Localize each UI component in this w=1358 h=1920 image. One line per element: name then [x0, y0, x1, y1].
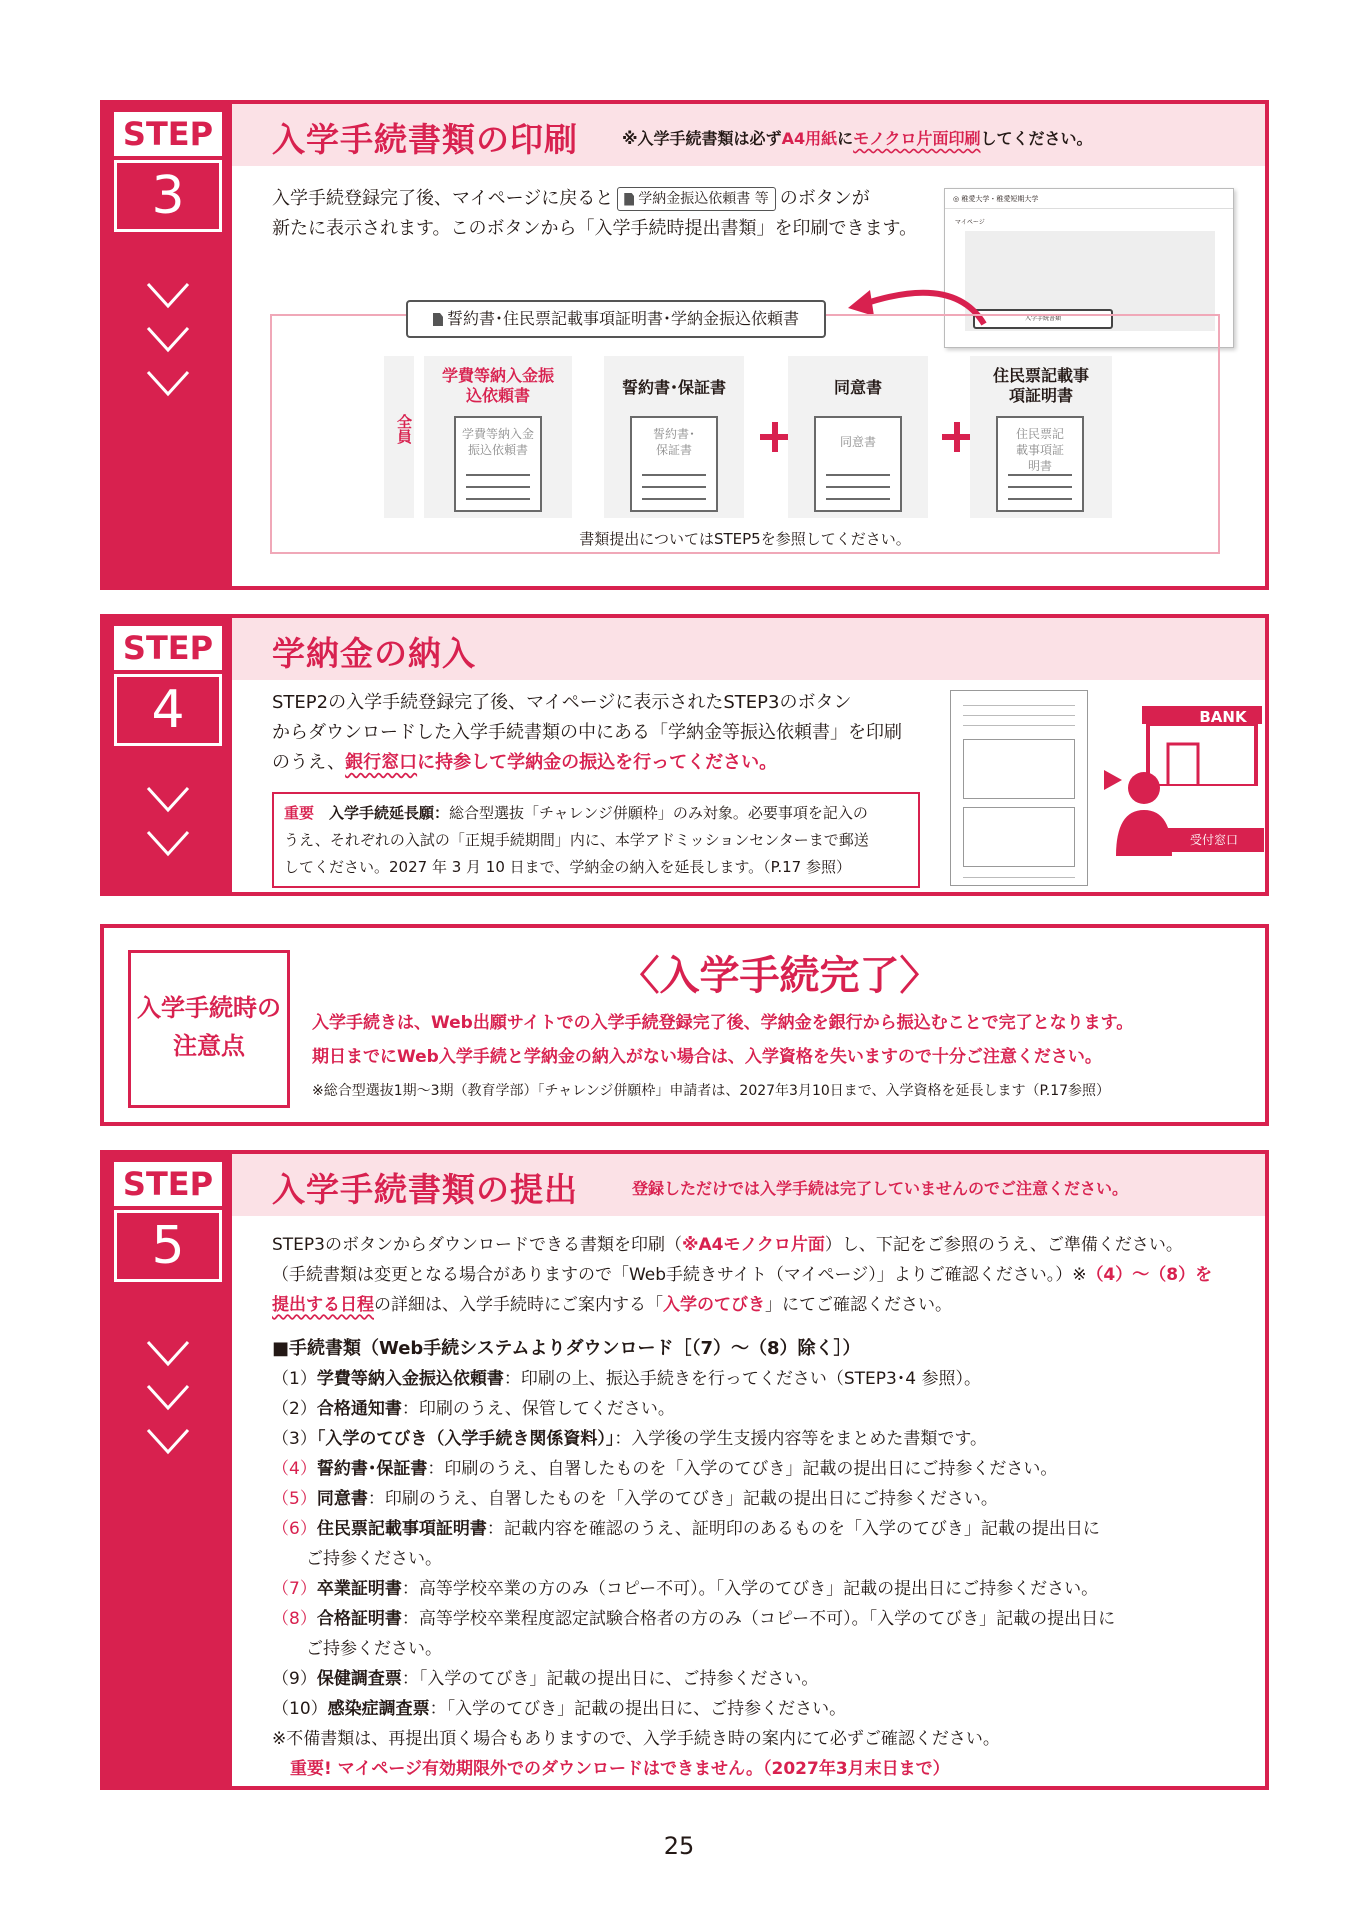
bank-sign: BANK	[1199, 708, 1247, 726]
doc-title: 住民票記載事項証明書	[992, 366, 1089, 405]
chevron-down-icon	[144, 280, 192, 310]
list-item	[272, 1664, 1115, 1694]
document-list	[272, 1334, 1115, 1784]
item-text: ：印刷のうえ、自署したものを「入学のてびき」記載の提出日にご持参ください。	[367, 1489, 998, 1509]
completion-notice	[100, 924, 1269, 1126]
step3-header	[232, 104, 1265, 166]
desc-text: （手続書類は変更となる場合がありますので「Web手続きサイト（マイページ）」よりご確認ください。）※	[272, 1265, 1087, 1285]
reception-counter: 受付窓口	[1164, 828, 1264, 852]
step5-number: 5	[114, 1210, 222, 1282]
list-item-continued: ご持参ください。	[306, 1639, 442, 1659]
step3-number: 3	[114, 160, 222, 232]
doc-card	[788, 356, 928, 518]
mock-site-title: ◎ 稚愛大学・稚愛短期大学	[945, 189, 1233, 209]
completion-line: 期日までにWeb入学手続と学納金の納入がない場合は、入学資格を失いますので十分ご注意ください。	[312, 1047, 1102, 1067]
desc-emphasis: （4）～（8）を	[1086, 1265, 1213, 1285]
extension-title: 入学手続延長願：	[329, 804, 450, 822]
document-icon	[624, 193, 634, 206]
bank-counter-text: 銀行窓口	[345, 752, 418, 773]
item-name: 保健調査票	[316, 1669, 402, 1689]
item-text: ：印刷の上、振込手続きを行ってください（STEP3･4 参照）。	[503, 1369, 982, 1389]
item-name: 誓約書･保証書	[316, 1459, 428, 1479]
step3-print-note	[622, 126, 1093, 149]
item-text: ：記載内容を確認のうえ、証明印のあるものを「入学のてびき」記載の提出日に	[486, 1519, 1100, 1539]
list-item	[272, 1394, 1115, 1424]
item-name: 学費等納入金振込依頼書	[316, 1369, 504, 1389]
step3-footnote: 書類提出についてはSTEP5を参照してください。	[579, 530, 911, 548]
document-paper-icon	[996, 416, 1084, 512]
payment-slip-image	[950, 690, 1088, 886]
doc-title: 同意書	[833, 378, 882, 397]
doc-title: 誓約書･保証書	[621, 378, 726, 397]
page-number: 25	[663, 1832, 695, 1860]
paper-label: 同意書	[839, 435, 876, 449]
note-a4: A4用紙	[781, 129, 838, 148]
item-name: 住民票記載事項証明書	[316, 1519, 487, 1539]
step4-title: 学納金の納入	[272, 634, 476, 673]
item-text: ：高等学校卒業の方のみ（コピー不可）。「入学のてびき」記載の提出日にご持参ください。	[401, 1579, 1099, 1599]
item-name: 合格証明書	[316, 1609, 402, 1629]
item-no: （8）	[272, 1609, 317, 1629]
note-mono: モノクロ片面印刷	[853, 129, 981, 148]
desc-text: の詳細は、入学手続時にご案内する「	[374, 1295, 663, 1315]
chevron-down-icon	[144, 368, 192, 398]
item-text: ：入学後の学生支援内容等をまとめた書類です。	[614, 1429, 987, 1449]
item-name: 「入学のてびき（入学手続き関係資料）」	[316, 1429, 615, 1449]
step5-description	[272, 1230, 1212, 1320]
step4-number: 4	[114, 674, 222, 746]
item-text: ：印刷のうえ、保管してください。	[401, 1399, 675, 1419]
extension-notice	[272, 792, 920, 888]
notice-text: うえ、それぞれの入試の「正規手続期間」内に、本学アドミッションセンターまで郵送	[284, 831, 869, 849]
resubmission-note: ※不備書類は、再提出頂く場合もありますので、入学手続き時の案内にて必ずご確認ください。	[272, 1729, 1000, 1749]
documents-print-button	[406, 300, 826, 338]
all-label-text: 全員	[395, 414, 413, 444]
document-paper-icon	[630, 416, 718, 512]
invoice-button-sample	[617, 187, 775, 211]
step5-header-note: 登録しただけでは入学手続は完了していませんのでご注意ください。	[632, 1179, 1129, 1198]
item-name: 同意書	[316, 1489, 368, 1509]
list-item	[272, 1604, 1115, 1634]
document-paper-icon	[814, 416, 902, 512]
item-no: （2）	[272, 1399, 317, 1419]
list-item	[272, 1484, 1115, 1514]
item-no: （5）	[272, 1489, 317, 1509]
plus-icon	[760, 422, 790, 452]
notice-text: 総合型選抜「チャレンジ併願枠」のみ対象。必要事項を記入の	[449, 804, 868, 822]
chevron-down-icon	[144, 1426, 192, 1456]
list-item	[272, 1364, 1115, 1394]
list-item	[272, 1574, 1115, 1604]
documents-print-label: 誓約書･住民票記載事項証明書･学納金振込依頼書	[446, 309, 799, 328]
list-item	[272, 1694, 1115, 1724]
list-item	[272, 1424, 1115, 1454]
item-no: （9）	[272, 1669, 317, 1689]
note-text: ※入学手続書類は必ず	[622, 129, 782, 148]
step4-description	[272, 688, 902, 778]
desc-text: 入学手続登録完了後、マイページに戻ると	[272, 188, 614, 209]
step5-header	[232, 1154, 1265, 1216]
note-text: に	[837, 129, 854, 148]
note-text: してください。	[980, 129, 1093, 148]
step4-label: STEP	[114, 626, 222, 670]
invoice-button-label: 学納金振込依頼書 等	[638, 191, 769, 207]
all-students-label	[384, 356, 414, 518]
mock-mypage-label: マイページ	[955, 219, 985, 226]
desc-text: のボタンが	[779, 188, 870, 209]
download-deadline-note: 重要! マイページ有効期限外でのダウンロードはできません。（2027年3月末日まで）	[290, 1759, 950, 1779]
desc-text: からダウンロードした入学手続書類の中にある「学納金等振込依頼書」を印刷	[272, 722, 902, 743]
desc-emphasis: 入学のてびき	[663, 1295, 765, 1315]
notice-text: してください。2027 年 3 月 10 日まで、学納金の納入を延長します。（P.17 参照）	[284, 858, 851, 876]
mock-print-button: 入学手続書類	[973, 309, 1113, 329]
step3-description	[272, 184, 917, 244]
item-no: （4）	[272, 1459, 317, 1479]
completion-title: 〈入学手続完了〉	[619, 953, 940, 999]
paper-label: 住民票記載事項証明書	[1015, 427, 1064, 473]
step4-header	[232, 618, 1265, 680]
item-name: 感染症調査票	[327, 1699, 430, 1719]
desc-text: 新たに表示されます。このボタンから「入学手続時提出書類」を印刷できます。	[272, 218, 918, 239]
desc-text: 」にてご確認ください。	[765, 1295, 952, 1315]
step3-sidebar	[104, 104, 232, 586]
document-paper-icon	[454, 416, 542, 512]
item-name: 卒業証明書	[316, 1579, 402, 1599]
desc-emphasis: ※A4モノクロ片面	[681, 1235, 825, 1255]
chevron-down-icon	[144, 324, 192, 354]
step4-section	[100, 614, 1269, 896]
doc-card	[604, 356, 744, 518]
doc-card	[970, 356, 1112, 518]
item-no: （3）	[272, 1429, 317, 1449]
desc-text: STEP3のボタンからダウンロードできる書類を印刷（	[272, 1235, 682, 1255]
step5-label: STEP	[114, 1162, 222, 1206]
item-name: 合格通知書	[316, 1399, 402, 1419]
desc-text: ）し、下記をご参照のうえ、ご準備ください。	[824, 1235, 1183, 1255]
chevron-down-icon	[144, 1382, 192, 1412]
paper-label: 学費等納入金振込依頼書	[461, 427, 534, 457]
completion-line: 入学手続きは、Web出願サイトでの入学手続登録完了後、学納金を銀行から振込むことで完了となります。	[312, 1013, 1134, 1033]
step5-title: 入学手続書類の提出	[272, 1170, 578, 1209]
paper-label: 誓約書･保証書	[652, 427, 695, 457]
item-text: ：印刷のうえ、自署したものを「入学のてびき」記載の提出日にご持参ください。	[427, 1459, 1058, 1479]
document-list-heading: ■手続書類（Web手続システムよりダウンロード［（7）～（8）除く］）	[272, 1338, 861, 1359]
completion-note: ※総合型選抜1期～3期（教育学部）「チャレンジ併願枠」申請者は、2027年3月10日まで、入学資格を延長します（P.17参照）	[312, 1083, 1111, 1099]
step3-section	[100, 100, 1269, 590]
notice-label-line: 入学手続時の	[137, 994, 281, 1022]
desc-text: STEP2の入学手続登録完了後、マイページに表示されたSTEP3のボタン	[272, 692, 852, 713]
step5-section	[100, 1150, 1269, 1790]
item-no: （7）	[272, 1579, 317, 1599]
step4-sidebar	[104, 618, 232, 892]
item-no: （10）	[272, 1699, 328, 1719]
list-item	[272, 1454, 1115, 1484]
document-icon	[433, 313, 443, 326]
list-item	[272, 1514, 1115, 1544]
doc-card	[424, 356, 572, 518]
item-text: ：「入学のてびき」記載の提出日に、ご持参ください。	[401, 1669, 819, 1689]
desc-emphasis: 提出する日程	[272, 1295, 374, 1315]
doc-title: 学費等納入金振込依頼書	[441, 366, 554, 405]
item-text: ：「入学のてびき」記載の提出日に、ご持参ください。	[429, 1699, 847, 1719]
desc-text: のうえ、	[272, 752, 346, 773]
desc-emphasis: に持参して学納金の振込を行ってください。	[417, 752, 778, 773]
step3-title: 入学手続書類の印刷	[272, 120, 578, 159]
chevron-down-icon	[144, 1338, 192, 1368]
item-no: （1）	[272, 1369, 317, 1389]
step3-label: STEP	[114, 112, 222, 156]
list-item-continued: ご持参ください。	[306, 1549, 442, 1569]
important-label: 重要	[284, 804, 315, 822]
item-text: ：高等学校卒業程度認定試験合格者の方のみ（コピー不可）。「入学のてびき」記載の提出日に	[401, 1609, 1116, 1629]
plus-icon	[942, 422, 972, 452]
chevron-down-icon	[144, 828, 192, 858]
notice-label-line: 注意点	[173, 1032, 245, 1060]
step5-sidebar	[104, 1154, 232, 1786]
chevron-down-icon	[144, 784, 192, 814]
item-no: （6）	[272, 1519, 317, 1539]
